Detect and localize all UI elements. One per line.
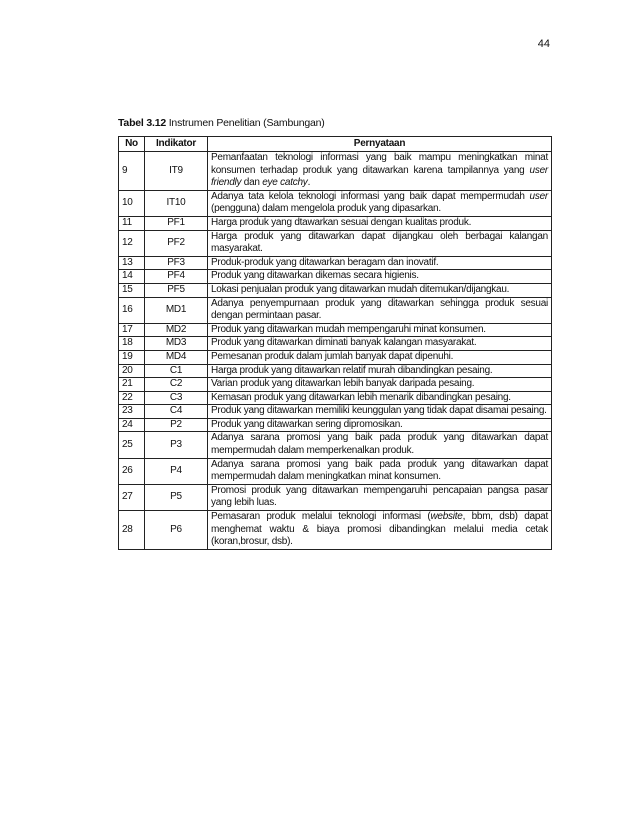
row-indikator: C3 [145,391,208,405]
row-indikator: IT9 [145,152,208,191]
row-pernyataan [208,364,552,378]
statement-text: Adanya penyempurnaan produk yang ditawarkan sehingga produk sesuai dengan permintaan pasar. [211,297,548,322]
row-indikator: PF2 [145,230,208,256]
table-caption-label: Tabel 3.12 [118,117,166,129]
row-pernyataan [208,230,552,256]
statement-text: Produk-produk yang ditawarkan beragam dan inovatif. [211,256,439,268]
table-row [119,391,552,405]
row-indikator: C2 [145,378,208,392]
instrument-table [118,136,552,550]
statement-text: . [307,177,311,189]
table-caption-title: Instrumen Penelitian (Sambungan) [166,117,325,129]
row-number: 26 [119,458,145,484]
table-row [119,256,552,270]
row-number: 24 [119,418,145,432]
statement-text: dan [241,177,263,189]
row-indikator: MD1 [145,297,208,323]
table-row [119,458,552,484]
row-pernyataan [208,458,552,484]
row-number: 17 [119,323,145,337]
row-pernyataan [208,511,552,550]
row-number: 13 [119,256,145,270]
row-number: 14 [119,270,145,284]
row-indikator: C1 [145,364,208,378]
row-number: 28 [119,511,145,550]
statement-text: Adanya sarana promosi yang baik pada produk yang ditawarkan dapat mempermudah dalam memperkenalkan produk. [211,432,548,457]
statement-text: Harga produk yang dtawarkan sesuai dengan kualitas produk. [211,216,472,228]
row-number: 12 [119,230,145,256]
row-pernyataan [208,283,552,297]
row-pernyataan [208,378,552,392]
header-pernyataan: Pernyataan [208,137,552,152]
table-row [119,364,552,378]
row-pernyataan [208,270,552,284]
row-number: 20 [119,364,145,378]
table-row [119,350,552,364]
statement-italic-text: user [529,190,548,202]
row-indikator: MD3 [145,337,208,351]
row-pernyataan [208,152,552,191]
row-indikator: MD2 [145,323,208,337]
statement-text: Lokasi penjualan produk yang ditawarkan mudah ditemukan/dijangkau. [211,283,510,295]
row-indikator: MD4 [145,350,208,364]
statement-text: Adanya sarana promosi yang baik pada produk yang ditawarkan dapat mempermudah dalam meningkatkan minat konsumen. [211,458,548,483]
row-pernyataan [208,391,552,405]
row-number: 9 [119,152,145,191]
statement-text: Produk yang ditawarkan diminati banyak kalangan masyarakat. [211,337,477,349]
table-row [119,270,552,284]
row-pernyataan [208,484,552,510]
table-row [119,378,552,392]
table-row [119,405,552,419]
row-indikator: PF4 [145,270,208,284]
row-number: 25 [119,432,145,458]
statement-text: Pemesanan produk dalam jumlah banyak dapat dipenuhi. [211,350,454,362]
table-caption [118,117,325,129]
statement-text: , bbm, dsb) dapat menghemat waktu & biaya promosi dibandingkan melalui media cetak (koran,brosur, dsb). [211,511,548,548]
row-number: 23 [119,405,145,419]
row-indikator: P4 [145,458,208,484]
row-pernyataan [208,216,552,230]
statement-italic-text: user friendly [211,164,548,189]
row-indikator: P5 [145,484,208,510]
table-row [119,484,552,510]
row-pernyataan [208,432,552,458]
header-indikator: Indikator [145,137,208,152]
table-row [119,337,552,351]
statement-text: Pemasaran produk melalui teknologi informasi ( [211,511,431,523]
row-number: 21 [119,378,145,392]
row-number: 19 [119,350,145,364]
row-indikator: P3 [145,432,208,458]
row-number: 27 [119,484,145,510]
statement-text: Produk yang ditawarkan sering dipromosikan. [211,418,403,430]
row-pernyataan [208,190,552,216]
row-number: 18 [119,337,145,351]
row-indikator: PF3 [145,256,208,270]
table-row [119,283,552,297]
row-indikator: C4 [145,405,208,419]
table-row [119,297,552,323]
row-pernyataan [208,418,552,432]
table-row [119,418,552,432]
statement-text: Produk yang ditawarkan mudah mempengaruhi minat konsumen. [211,323,486,335]
table-row [119,190,552,216]
row-pernyataan [208,256,552,270]
row-pernyataan [208,297,552,323]
row-indikator: IT10 [145,190,208,216]
header-no: No [119,137,145,152]
statement-text: Pemanfaatan teknologi informasi yang baik mampu meningkatkan minat konsumen terhadap produk yang ditawarkan karena tampilannya yang [211,152,548,176]
page-number: 44 [537,38,550,50]
table-body [119,152,552,550]
statement-text: Promosi produk yang ditawarkan mempengaruhi pencapaian pangsa pasar yang lebih luas. [211,484,548,509]
table-row [119,511,552,550]
statement-text: Varian produk yang ditawarkan lebih banyak daripada pesaing. [211,378,475,390]
row-pernyataan [208,350,552,364]
statement-text: Kemasan produk yang ditawarkan lebih menarik dibandingkan pesaing. [211,391,511,403]
row-number: 22 [119,391,145,405]
table-row [119,152,552,191]
row-pernyataan [208,337,552,351]
statement-italic-text: website [430,511,463,523]
statement-text: Harga produk yang ditawarkan relatif murah dibandingkan pesaing. [211,364,493,376]
row-indikator: PF1 [145,216,208,230]
statement-text: Adanya tata kelola teknologi informasi yang baik dapat mempermudah [211,190,530,202]
row-number: 15 [119,283,145,297]
row-indikator: P6 [145,511,208,550]
statement-text: Harga produk yang ditawarkan dapat dijangkau oleh berbagai kalangan masyarakat. [211,230,548,255]
table-row [119,323,552,337]
row-number: 10 [119,190,145,216]
table-header-row [119,137,552,152]
row-number: 11 [119,216,145,230]
table-row [119,432,552,458]
statement-text: (pengguna) dalam mengelola produk yang dipasarkan. [211,203,441,215]
row-indikator: P2 [145,418,208,432]
table-row [119,230,552,256]
row-number: 16 [119,297,145,323]
row-pernyataan [208,323,552,337]
row-indikator: PF5 [145,283,208,297]
statement-text: Produk yang ditawarkan memiliki keunggulan yang tidak dapat disamai pesaing. [211,405,547,417]
table-row [119,216,552,230]
statement-italic-text: eye catchy [262,177,308,189]
row-pernyataan [208,405,552,419]
statement-text: Produk yang ditawarkan dikemas secara higienis. [211,270,419,282]
